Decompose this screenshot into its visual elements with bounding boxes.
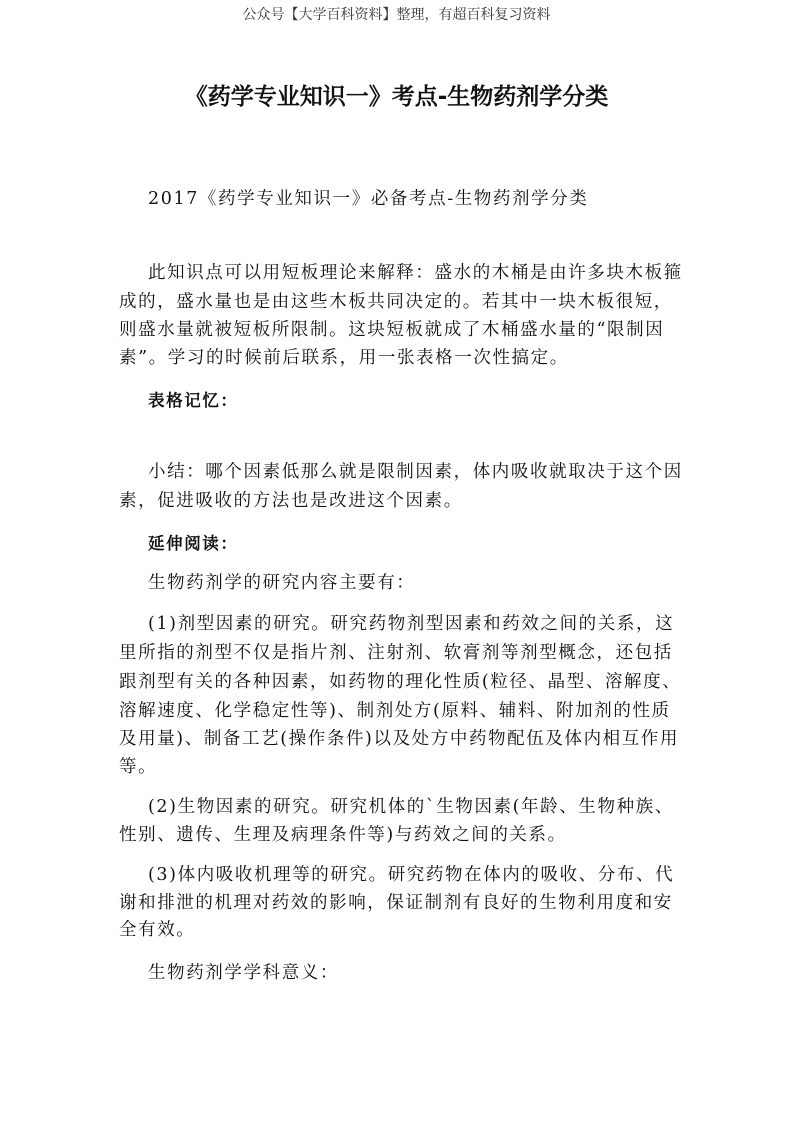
text-line: (3)体内吸收机理等的研究。研究药物在体内的吸收、分布、代 (148, 865, 675, 885)
text-line: 全有效。 (119, 920, 196, 940)
table-memory-heading: 表格记忆： (148, 391, 239, 410)
text-line: 此知识点可以用短板理论来解释：盛水的木桶是由许多块木板箍 (148, 263, 683, 283)
text-line: 跟剂型有关的各种因素，如药物的理化性质(粒径、晶型、溶解度、 (119, 672, 682, 692)
text-line: (1)剂型因素的研究。研究药物剂型因素和药效之间的关系，这 (148, 614, 675, 634)
text-line: 谢和排泄的机理对药效的影响，保证制剂有良好的生物利用度和安 (119, 893, 673, 913)
page-header: 公众号【大学百科资料】整理，有超百科复习资料 (242, 7, 551, 23)
page-title: 《药学专业知识一》考点-生物药剂学分类 (184, 84, 609, 110)
text-line: 里所指的剂型不仅是指片剂、注射剂、软膏剂等剂型概念，还包括 (119, 643, 673, 663)
text-line: 性别、遗传、生理及病理条件等)与药效之间的关系。 (119, 825, 567, 845)
subtitle: 2017《药学专业知识一》必备考点-生物药剂学分类 (148, 189, 589, 209)
text-line: 素”。学习的时候前后联系，用一张表格一次性搞定。 (119, 348, 569, 368)
research-intro: 生物药剂学的研究内容主要有： (148, 573, 416, 593)
text-line: 素，促进吸收的方法也是改进这个因素。 (119, 491, 463, 511)
text-line: 小结：哪个因素低那么就是限制因素，体内吸收就取决于这个因 (148, 462, 683, 482)
extended-reading-heading: 延伸阅读： (148, 534, 239, 553)
text-line: 溶解速度、化学稳定性等)、制剂处方(原料、辅料、附加剂的性质 (119, 701, 671, 721)
text-line: 及用量)、制备工艺(操作条件)以及处方中药物配伍及体内相互作用 (119, 729, 680, 749)
text-line: 等。 (119, 757, 158, 777)
text-line: 则盛水量就被短板所限制。这块短板就成了木桶盛水量的“限制因 (119, 320, 665, 340)
text-line: (2)生物因素的研究。研究机体的`生物因素(年龄、生物种族、 (148, 797, 674, 817)
text-line: 成的，盛水量也是由这些木板共同决定的。若其中一块木板很短， (119, 292, 673, 312)
significance-heading: 生物药剂学学科意义： (148, 963, 339, 983)
